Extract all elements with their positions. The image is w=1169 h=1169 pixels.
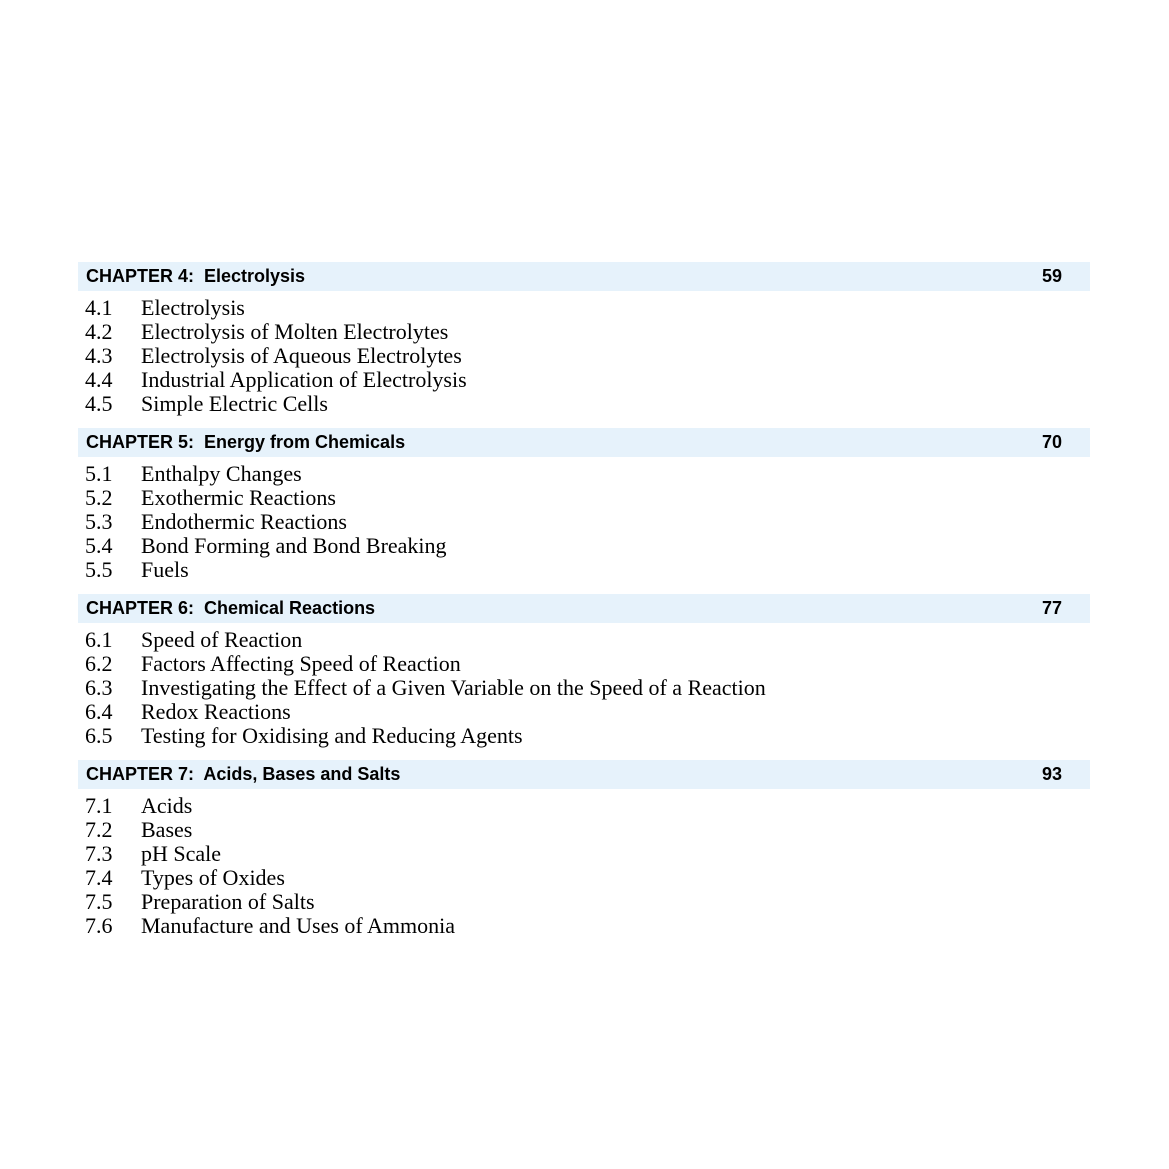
section-title: Bond Forming and Bond Breaking: [141, 533, 447, 558]
section-number: 7.5: [85, 889, 113, 914]
section-number: 5.4: [85, 533, 113, 558]
chapter-title: CHAPTER 5: Energy from Chemicals: [86, 432, 406, 452]
section-number: 7.4: [85, 865, 113, 890]
table-of-contents: [78, 262, 1090, 950]
section-title: Simple Electric Cells: [141, 391, 328, 416]
section-list: [78, 628, 1090, 748]
section-title: Industrial Application of Electrolysis: [141, 367, 467, 392]
chapter-page-number: 70: [1041, 432, 1062, 452]
section-title: Electrolysis: [141, 295, 245, 320]
section-title: Endothermic Reactions: [141, 509, 347, 534]
section-title: Electrolysis of Molten Electrolytes: [141, 319, 449, 344]
section-title: Bases: [141, 817, 193, 842]
section-title: Types of Oxides: [141, 865, 285, 890]
section-item[interactable]: [85, 890, 1090, 914]
chapter-header[interactable]: [78, 428, 1090, 457]
section-title: Acids: [141, 793, 193, 818]
chapter-page-number: 93: [1041, 764, 1062, 784]
section-number: 7.3: [85, 841, 113, 866]
section-number: 6.5: [85, 723, 113, 748]
section-item[interactable]: [85, 794, 1090, 818]
chapter-block: [78, 428, 1090, 582]
section-number: 5.2: [85, 485, 113, 510]
section-item[interactable]: [85, 510, 1090, 534]
section-number: 6.1: [85, 627, 113, 652]
section-number: 6.4: [85, 699, 113, 724]
section-number: 5.5: [85, 557, 113, 582]
section-item[interactable]: [85, 392, 1090, 416]
section-title: Electrolysis of Aqueous Electrolytes: [141, 343, 462, 368]
chapter-page-number: 59: [1041, 266, 1062, 286]
section-item[interactable]: [85, 724, 1090, 748]
chapter-block: [78, 262, 1090, 416]
section-number: 4.2: [85, 319, 113, 344]
section-number: 4.4: [85, 367, 113, 392]
section-number: 6.3: [85, 675, 113, 700]
section-item[interactable]: [85, 344, 1090, 368]
section-item[interactable]: [85, 818, 1090, 842]
section-number: 6.2: [85, 651, 113, 676]
section-item[interactable]: [85, 914, 1090, 938]
section-item[interactable]: [85, 558, 1090, 582]
chapter-page-number: 77: [1041, 598, 1062, 618]
section-number: 4.1: [85, 295, 113, 320]
section-item[interactable]: [85, 700, 1090, 724]
section-item[interactable]: [85, 652, 1090, 676]
chapter-block: [78, 760, 1090, 938]
section-title: Investigating the Effect of a Given Variable on the Speed of a Reaction: [141, 675, 766, 700]
section-number: 4.5: [85, 391, 113, 416]
section-item[interactable]: [85, 368, 1090, 392]
section-item[interactable]: [85, 866, 1090, 890]
chapter-block: [78, 594, 1090, 748]
section-title: Speed of Reaction: [141, 627, 303, 652]
section-title: pH Scale: [141, 841, 222, 866]
section-number: 5.1: [85, 461, 113, 486]
section-number: 4.3: [85, 343, 113, 368]
section-item[interactable]: [85, 462, 1090, 486]
section-list: [78, 462, 1090, 582]
section-item[interactable]: [85, 628, 1090, 652]
section-item[interactable]: [85, 676, 1090, 700]
section-number: 7.1: [85, 793, 113, 818]
section-item[interactable]: [85, 486, 1090, 510]
section-item[interactable]: [85, 534, 1090, 558]
section-list: [78, 296, 1090, 416]
section-item[interactable]: [85, 296, 1090, 320]
section-item[interactable]: [85, 320, 1090, 344]
section-title: Enthalpy Changes: [141, 461, 302, 486]
chapter-header[interactable]: [78, 262, 1090, 291]
section-title: Testing for Oxidising and Reducing Agents: [141, 723, 523, 748]
chapter-header[interactable]: [78, 594, 1090, 623]
chapter-title: CHAPTER 7: Acids, Bases and Salts: [86, 764, 401, 784]
section-title: Fuels: [141, 557, 189, 582]
section-list: [78, 794, 1090, 938]
chapter-header[interactable]: [78, 760, 1090, 789]
section-title: Preparation of Salts: [141, 889, 315, 914]
section-title: Redox Reactions: [141, 699, 291, 724]
section-number: 7.2: [85, 817, 113, 842]
section-number: 5.3: [85, 509, 113, 534]
chapter-title: CHAPTER 6: Chemical Reactions: [86, 598, 376, 618]
section-title: Manufacture and Uses of Ammonia: [141, 913, 456, 938]
section-title: Factors Affecting Speed of Reaction: [141, 651, 461, 676]
chapter-title: CHAPTER 4: Electrolysis: [86, 266, 306, 286]
section-title: Exothermic Reactions: [141, 485, 336, 510]
section-item[interactable]: [85, 842, 1090, 866]
section-number: 7.6: [85, 913, 113, 938]
